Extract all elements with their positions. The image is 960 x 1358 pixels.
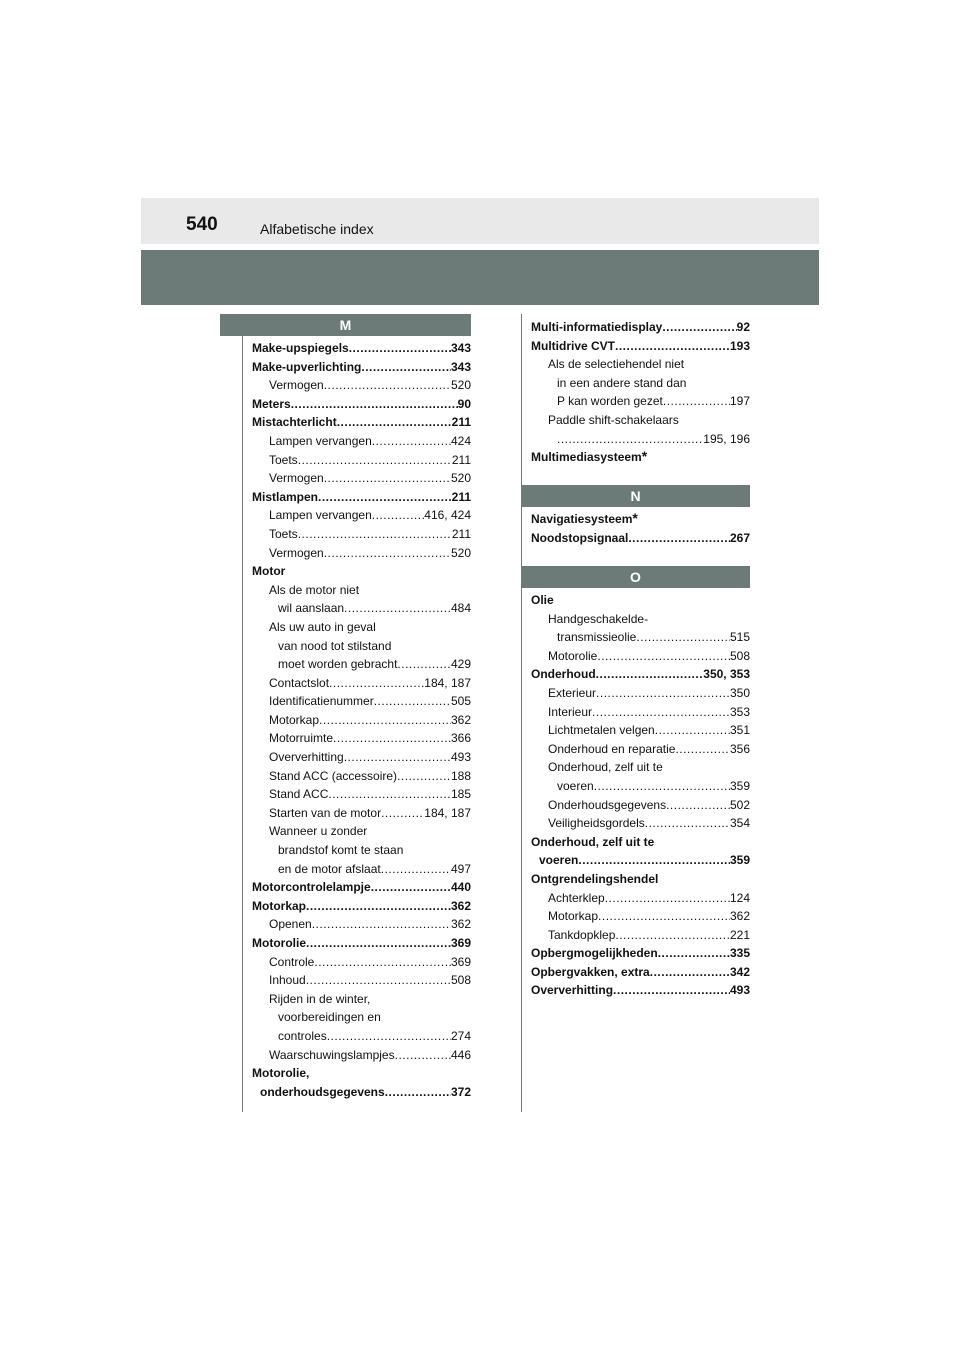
dot-leader — [597, 647, 730, 666]
page-reference: 362 — [450, 712, 471, 727]
page-reference: 335 — [729, 946, 750, 961]
index-subentry — [531, 796, 750, 815]
dot-leader — [306, 971, 451, 990]
page-title: Alfabetische index — [260, 221, 374, 237]
page-reference: 184, 187 — [424, 805, 471, 820]
index-subentry — [531, 889, 750, 908]
page-reference: 359 — [729, 778, 750, 793]
index-subentry — [252, 451, 471, 470]
dot-leader — [298, 451, 452, 470]
page-reference: 520 — [450, 471, 471, 486]
index-subentry — [531, 703, 750, 722]
dot-leader — [557, 430, 703, 449]
dot-leader — [596, 665, 704, 684]
index-entry — [531, 337, 750, 356]
section-banner — [141, 250, 819, 305]
page-reference: 362 — [450, 917, 471, 932]
page-reference: 343 — [450, 359, 471, 374]
dot-leader — [594, 777, 730, 796]
index-entry — [252, 488, 471, 507]
entry-list-m-continued — [531, 318, 750, 467]
page-reference: 92 — [736, 320, 750, 334]
entry-text: wil aanslaan — [278, 601, 345, 616]
entry-text: Wanneer u zonder — [269, 824, 368, 839]
page-reference: 267 — [729, 530, 750, 545]
page-reference: 497 — [450, 861, 471, 876]
entry-text: Olie — [531, 593, 554, 607]
page-reference: 185 — [450, 787, 471, 802]
dot-leader — [371, 878, 451, 897]
page-reference: 211 — [451, 452, 471, 467]
index-subentry — [252, 376, 471, 395]
dot-leader — [397, 767, 451, 786]
entry-text: Vermogen — [269, 545, 324, 560]
page-reference: 416, 424 — [424, 508, 471, 523]
entry-text: Openen — [269, 917, 312, 932]
entry-text: Multi-informatiedisplay — [531, 320, 663, 334]
entry-text: Motorolie, — [252, 1066, 310, 1081]
index-entry: Multimediasysteem * — [531, 448, 750, 467]
dot-leader — [349, 339, 451, 358]
dot-leader — [628, 529, 730, 548]
entry-text: Toets — [269, 452, 298, 467]
dot-leader — [344, 599, 451, 618]
entry-text: Toets — [269, 526, 298, 541]
index-entry — [252, 934, 471, 953]
dot-leader — [596, 684, 730, 703]
header-band — [141, 198, 819, 244]
index-entry — [531, 833, 750, 870]
entry-text: in een andere stand dan — [557, 375, 687, 390]
dot-leader — [306, 897, 451, 916]
index-subentry — [252, 544, 471, 563]
dot-leader — [333, 729, 451, 748]
index-subentry — [531, 684, 750, 703]
entry-list-n — [531, 510, 750, 547]
page-reference: 508 — [729, 648, 750, 663]
entry-text: Navigatiesysteem — [531, 512, 633, 526]
page-reference: 515 — [729, 630, 750, 645]
dot-leader — [306, 934, 451, 953]
entry-text: Onderhoud — [531, 667, 596, 682]
page-reference: 221 — [729, 927, 750, 942]
entry-text: Motorolie — [252, 936, 306, 950]
dot-leader — [361, 358, 451, 377]
dot-leader — [663, 392, 730, 411]
index-subentry — [252, 432, 471, 451]
dot-leader — [381, 804, 424, 823]
entry-text: Motorolie — [548, 648, 598, 663]
page-reference: 429 — [450, 657, 471, 672]
entry-text: Onderhoud en reparatie — [548, 741, 676, 756]
entry-text: voorbereidingen en — [278, 1010, 381, 1025]
index-entry — [531, 981, 750, 1000]
entry-text: Meters — [252, 396, 291, 411]
index-subentry — [531, 740, 750, 759]
index-subentry — [252, 469, 471, 488]
index-subentry — [252, 525, 471, 544]
entry-text: Waarschuwingslampjes — [269, 1047, 395, 1062]
index-subentry — [252, 971, 471, 990]
dot-leader — [319, 711, 451, 730]
dot-leader — [650, 963, 730, 982]
entry-text: Paddle shift-schakelaars — [548, 412, 679, 427]
page-reference: 350, 353 — [703, 667, 750, 682]
entry-text: Achterklep — [548, 890, 605, 905]
dot-leader — [666, 796, 730, 815]
index-subentry — [252, 674, 471, 693]
index-subentry — [252, 506, 471, 525]
entry-text: Lampen vervangen — [269, 508, 372, 523]
index-entry — [252, 878, 471, 897]
page-reference: 211 — [451, 489, 471, 504]
page-reference: 211 — [451, 415, 471, 430]
dot-leader — [395, 1046, 451, 1065]
page-reference: 197 — [729, 394, 750, 409]
dot-leader — [318, 488, 452, 507]
dot-leader — [381, 860, 451, 879]
page-reference: 484 — [450, 601, 471, 616]
index-subentry — [252, 618, 471, 674]
dot-leader — [397, 655, 451, 674]
dot-leader — [328, 785, 451, 804]
entry-list-m — [252, 339, 471, 1101]
index-entry — [531, 591, 750, 610]
page-reference: 124 — [729, 890, 750, 905]
dot-leader — [385, 1083, 451, 1102]
index-subentry — [252, 990, 471, 1046]
page-reference: 184, 187 — [424, 675, 471, 690]
index-subentry — [252, 915, 471, 934]
entry-text: Onderhoud, zelf uit te — [548, 760, 663, 775]
entry-text: Multimediasysteem — [531, 450, 642, 465]
page-reference: 369 — [450, 954, 471, 969]
page-reference: 188 — [450, 768, 471, 783]
dot-leader — [615, 337, 730, 356]
dot-leader — [324, 376, 451, 395]
entry-text: Motor — [252, 564, 286, 579]
entry-text: Mistlampen — [252, 489, 319, 504]
page-reference: 369 — [450, 936, 471, 950]
page-reference: 440 — [450, 880, 471, 895]
page-reference: 193 — [729, 338, 750, 353]
index-subentry — [252, 581, 471, 618]
entry-text: Motorkap — [548, 909, 599, 924]
entry-text: Motorkap — [252, 898, 306, 913]
index-entry — [531, 529, 750, 548]
entry-text: Inhoud — [269, 973, 306, 988]
index-subentry — [252, 767, 471, 786]
entry-text: Oververhitting — [269, 750, 344, 765]
page-reference: 359 — [729, 853, 750, 868]
entry-text: Oververhitting — [531, 983, 614, 998]
entry-text: Multidrive CVT — [531, 338, 616, 353]
entry-text: Controle — [269, 954, 315, 969]
index-subentry — [252, 729, 471, 748]
entry-text: Make-upverlichting — [252, 359, 362, 374]
index-subentry — [252, 953, 471, 972]
dot-leader — [324, 469, 451, 488]
entry-text: Onderhoud, zelf uit te — [531, 834, 655, 849]
index-entry — [531, 870, 750, 889]
dot-leader — [655, 721, 730, 740]
entry-text: Opbergvakken, extra — [531, 964, 650, 979]
page-reference: 508 — [450, 973, 471, 988]
entry-text: controles — [278, 1028, 327, 1043]
index-subentry — [252, 1046, 471, 1065]
dot-leader — [329, 674, 424, 693]
entry-text: Mistachterlicht — [252, 415, 337, 430]
page-reference: 505 — [450, 694, 471, 709]
page-reference: 356 — [729, 741, 750, 756]
dot-leader — [298, 525, 452, 544]
entry-text: Lichtmetalen velgen — [548, 723, 655, 738]
index-subentry — [252, 804, 471, 823]
entry-text: en de motor afslaat — [278, 861, 381, 876]
entry-text: Als de motor niet — [269, 582, 360, 597]
entry-text: Noodstopsignaal — [531, 530, 629, 545]
page-reference: 351 — [729, 723, 750, 738]
page-reference: 446 — [450, 1047, 471, 1062]
dot-leader — [615, 926, 730, 945]
index-entry — [531, 963, 750, 982]
page-reference: 362 — [729, 909, 750, 924]
dot-leader — [344, 748, 451, 767]
dot-leader — [324, 544, 451, 563]
dot-leader — [636, 628, 730, 647]
entry-text: Handgeschakelde- — [548, 611, 649, 626]
index-entry — [531, 665, 750, 684]
entry-text: moet worden gebracht — [278, 657, 398, 672]
dot-leader — [675, 740, 730, 759]
index-entry — [252, 358, 471, 377]
dot-leader — [337, 413, 452, 432]
index-entry — [252, 395, 471, 414]
dot-leader — [613, 981, 730, 1000]
dot-leader — [578, 851, 730, 870]
dot-leader — [592, 703, 730, 722]
page-reference: 274 — [450, 1028, 471, 1043]
index-entry — [252, 1064, 471, 1101]
page-reference: 502 — [729, 797, 750, 812]
index-subentry — [252, 692, 471, 711]
dot-leader — [658, 944, 730, 963]
index-entry: Navigatiesysteem * — [531, 510, 750, 529]
entry-text: onderhoudsgegevens — [260, 1084, 385, 1099]
page-reference: 343 — [450, 341, 471, 355]
index-subentry — [252, 748, 471, 767]
column-divider-left — [242, 314, 243, 1112]
entry-text: Exterieur — [548, 685, 597, 700]
index-subentry — [252, 822, 471, 878]
entry-text: Onderhoudsgegevens — [548, 797, 667, 812]
entry-text: Tankdopklep — [548, 927, 616, 942]
entry-text: Ontgrendelingshendel — [531, 871, 659, 886]
dot-leader — [598, 907, 730, 926]
entry-text: transmissieolie — [557, 630, 637, 645]
entry-list-o — [531, 591, 750, 1000]
entry-text: Interieur — [548, 704, 593, 719]
entry-text: Motorruimte — [269, 731, 334, 746]
page-reference: 362 — [450, 898, 471, 913]
index-entry — [531, 318, 750, 337]
entry-text: Als uw auto in geval — [269, 619, 376, 634]
index-entry — [531, 944, 750, 963]
page-reference: 520 — [450, 378, 471, 393]
entry-text: Motorcontrolelampje — [252, 880, 371, 895]
entry-text: Vermogen — [269, 378, 324, 393]
page-reference: 493 — [729, 983, 750, 998]
page-reference: 520 — [450, 545, 471, 560]
entry-text: P kan worden gezet — [557, 394, 663, 409]
entry-text: Stand ACC (accessoire) — [269, 768, 398, 783]
page-reference: 195, 196 — [703, 431, 750, 446]
index-subentry — [531, 926, 750, 945]
entry-text: Rijden in de winter, — [269, 991, 371, 1006]
dot-leader — [372, 506, 425, 525]
index-subentry — [252, 785, 471, 804]
dot-leader — [645, 814, 730, 833]
entry-text: Motorkap — [269, 712, 320, 727]
index-subentry — [531, 610, 750, 647]
entry-text: Starten van de motor — [269, 805, 382, 820]
index-entry — [252, 339, 471, 358]
page-reference: 493 — [450, 750, 471, 765]
page-reference: 342 — [729, 964, 750, 979]
page-reference: 90 — [457, 396, 471, 411]
page-reference: 424 — [450, 433, 471, 448]
page-reference: 211 — [451, 526, 471, 541]
page-number: 540 — [186, 214, 218, 235]
index-subentry — [531, 758, 750, 795]
page-reference: 350 — [729, 685, 750, 700]
letter-heading-n: N — [521, 485, 750, 507]
entry-text: Lampen vervangen — [269, 433, 372, 448]
entry-text: Opbergmogelijkheden — [531, 946, 658, 961]
dot-leader — [605, 889, 730, 908]
index-entry — [252, 562, 471, 581]
dot-leader — [312, 915, 451, 934]
entry-text: Contactslot — [269, 675, 330, 690]
page-reference: 366 — [450, 731, 471, 746]
index-subentry — [531, 814, 750, 833]
index-subentry — [531, 647, 750, 666]
dot-leader — [374, 692, 451, 711]
dot-leader — [314, 953, 451, 972]
entry-text: van nood tot stilstand — [278, 638, 392, 653]
dot-leader — [327, 1027, 451, 1046]
dot-leader — [662, 318, 736, 337]
entry-text: Identificatienummer — [269, 694, 374, 709]
entry-text: Make-upspiegels — [252, 341, 349, 355]
entry-text: Vermogen — [269, 471, 324, 486]
letter-heading-m: M — [220, 314, 471, 336]
index-subentry — [531, 721, 750, 740]
column-divider-right — [521, 314, 522, 1112]
entry-text: Stand ACC — [269, 787, 329, 802]
index-entry — [252, 413, 471, 432]
dot-leader — [291, 395, 458, 414]
page-reference: 372 — [450, 1084, 471, 1099]
index-subentry — [531, 907, 750, 926]
index-entry — [252, 897, 471, 916]
page-reference: 354 — [729, 816, 750, 831]
dot-leader — [372, 432, 451, 451]
entry-text: Veiligheidsgordels — [548, 816, 645, 831]
entry-text: Als de selectiehendel niet — [548, 357, 685, 372]
index-subentry — [252, 711, 471, 730]
entry-text: voeren — [557, 778, 594, 793]
entry-text: brandstof komt te staan — [278, 843, 404, 858]
index-subentry — [531, 355, 750, 411]
letter-heading-o: O — [521, 566, 750, 588]
index-subentry — [531, 411, 750, 448]
page-reference: 353 — [729, 704, 750, 719]
entry-text: voeren — [539, 853, 579, 868]
